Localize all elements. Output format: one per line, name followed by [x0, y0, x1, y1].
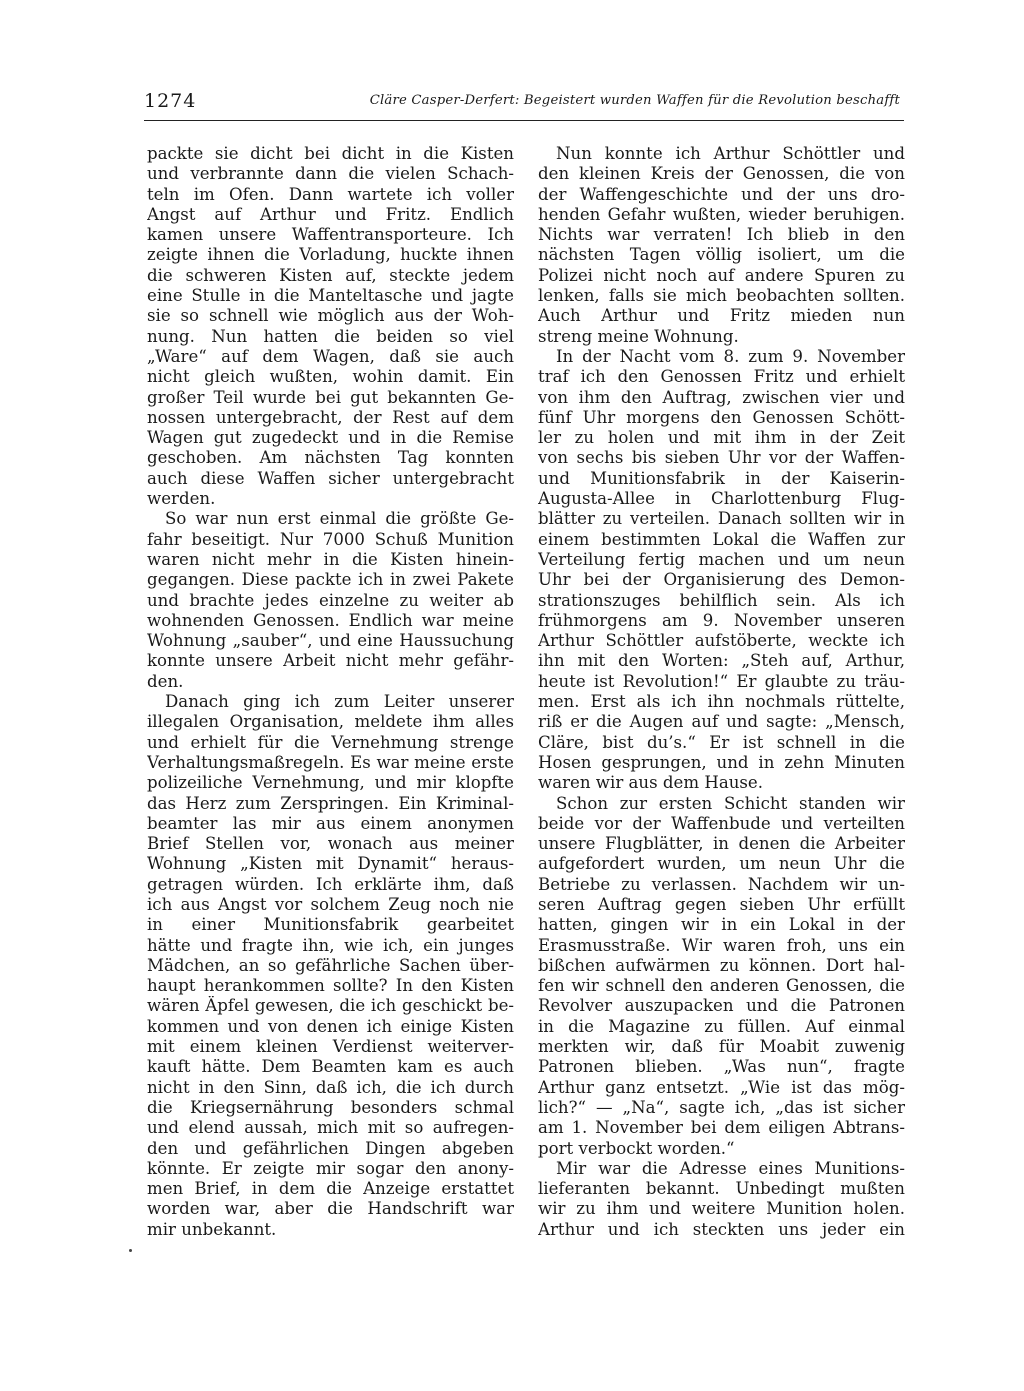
text-line: nicht gleich wußten, wohin damit. Ein — [147, 367, 514, 387]
text-line: die schweren Kisten auf, steckte jedem — [147, 265, 514, 285]
header-rule — [144, 120, 904, 121]
text-line: illegalen Organisation, meldete ihm alles — [147, 712, 514, 732]
text-line: werden. — [147, 489, 216, 509]
text-line: port verbockt worden.“ — [538, 1138, 735, 1158]
text-line: könnte. Er zeigte mir sogar den anony- — [147, 1158, 514, 1178]
text-line: die Kriegsernährung besonders schmal — [147, 1097, 514, 1117]
text-line: geschoben. Am nächsten Tag konnten — [147, 448, 514, 468]
text-line: den und gefährlichen Dingen abgeben — [147, 1138, 514, 1158]
text-line: den. — [147, 671, 184, 691]
text-line: konnte unsere Arbeit nicht mehr gefähr- — [147, 651, 514, 671]
text-line: Arthur ganz entsetzt. „Wie ist das mög- — [538, 1077, 905, 1097]
text-line: seren Auftrag gegen sieben Uhr erfüllt — [538, 894, 905, 914]
text-line: worden war, aber die Handschrift war — [147, 1199, 514, 1219]
text-line: unsere Flugblätter, in denen die Arbeiter — [538, 834, 905, 854]
text-line: Erasmusstraße. Wir waren froh, uns ein — [538, 935, 905, 955]
text-line: großer Teil wurde bei gut bekannten Ge- — [147, 387, 514, 407]
text-line: Danach ging ich zum Leiter unserer — [165, 692, 514, 712]
text-line: eine Stulle in die Manteltasche und jagte — [147, 286, 514, 306]
text-line: beide vor der Waffenbude und verteilten — [538, 813, 905, 833]
text-line: So war nun erst einmal die größte Ge- — [165, 509, 514, 529]
text-line: heute ist Revolution!“ Er glaubte zu träu- — [538, 671, 905, 691]
text-line: nicht in den Sinn, daß ich, die ich durch — [147, 1077, 514, 1097]
text-line: und elend aussah, mich mit so aufregen- — [147, 1118, 514, 1138]
running-head: Cläre Casper-Derfert: Begeistert wurden Waffen für die Revolution beschafft — [369, 93, 900, 108]
text-line: bißchen aufwärmen zu können. Dort hal- — [538, 955, 905, 975]
text-line: fünf Uhr morgens den Genossen Schött- — [538, 407, 905, 427]
text-line: und Munitionsfabrik in der Kaiserin- — [538, 468, 905, 488]
text-line: waren nicht mehr in die Kisten hinein- — [147, 549, 514, 569]
text-line: zeigte ihnen die Vorladung, huckte ihnen — [147, 245, 514, 265]
text-line: wohnenden Genossen. Endlich war meine — [147, 610, 514, 630]
text-line: Arthur und ich steckten uns jeder ein — [538, 1219, 905, 1239]
text-line: ihn mit den Worten: „Steh auf, Arthur, — [538, 651, 905, 671]
text-line: einem bestimmten Lokal die Waffen zur — [538, 529, 905, 549]
text-line: aufgefordert wurden, um neun Uhr die — [538, 854, 905, 874]
text-line: gegangen. Diese packte ich in zwei Pakete — [147, 570, 514, 590]
right-column — [538, 144, 905, 1240]
text-line: strationszuges behilflich sein. Als ich — [538, 590, 905, 610]
text-line: men Brief, in dem die Anzeige erstattet — [147, 1179, 514, 1199]
text-line: packte sie dicht bei dicht in die Kisten — [147, 144, 514, 163]
text-line: „Ware“ auf dem Wagen, daß sie auch — [147, 346, 514, 366]
text-line: in die Magazine zu füllen. Auf einmal — [538, 1016, 905, 1036]
text-line: am 1. November bei dem eiligen Abtrans- — [538, 1118, 905, 1138]
text-line: Betriebe zu verlassen. Nachdem wir un- — [538, 874, 905, 894]
text-line: In der Nacht vom 8. zum 9. November — [556, 346, 905, 366]
text-line: sie so schnell wie möglich aus der Woh- — [147, 306, 514, 326]
text-line: Mir war die Adresse eines Munitions- — [556, 1158, 905, 1178]
text-line: Revolver auszupacken und die Patronen — [538, 996, 905, 1016]
text-line: und brachte jedes einzelne zu weiter ab — [147, 590, 514, 610]
text-line: und erhielt für die Vernehmung strenge — [147, 732, 514, 752]
text-line: Wohnung „sauber“, und eine Haussuchung — [147, 631, 514, 651]
text-line: Nun konnte ich Arthur Schöttler und — [556, 144, 905, 163]
text-line: wir zu ihm und weitere Munition holen. — [538, 1199, 905, 1219]
text-line: hätte und fragte ihn, wie ich, ein junges — [147, 935, 514, 955]
text-line: Cläre, bist du’s.“ Er ist schnell in die — [538, 732, 905, 752]
text-line: kauft hätte. Dem Beamten kam es auch — [147, 1057, 514, 1077]
text-line: von ihm den Auftrag, zwischen vier und — [538, 387, 905, 407]
text-line: Brief Stellen vor, wonach aus meiner — [147, 834, 514, 854]
text-line: Verteilung fertig machen und um neun — [538, 549, 905, 569]
text-line: den kleinen Kreis der Genossen, die von — [538, 164, 905, 184]
text-line: Wohnung „Kisten mit Dynamit“ heraus- — [147, 854, 514, 874]
text-line: Schon zur ersten Schicht standen wir — [556, 793, 905, 813]
text-line: nossen untergebracht, der Rest auf dem — [147, 407, 514, 427]
text-line: teln im Ofen. Dann wartete ich voller — [147, 184, 514, 204]
text-line: merkten wir, daß für Moabit zuwenig — [538, 1037, 905, 1057]
text-line: auch diese Waffen sicher untergebracht — [147, 468, 514, 488]
text-line: polizeiliche Vernehmung, und mir klopfte — [147, 773, 514, 793]
text-line: beamter las mir aus einem anonymen — [147, 813, 514, 833]
text-line: waren wir aus dem Hause. — [538, 773, 764, 793]
text-line: kamen unsere Waffentransporteure. Ich — [147, 225, 514, 245]
text-line: in einer Munitionsfabrik gearbeitet — [147, 915, 514, 935]
text-line: und verbrannte dann die vielen Schach- — [147, 164, 514, 184]
text-line: lieferanten bekannt. Unbedingt mußten — [538, 1179, 905, 1199]
text-line: traf ich den Genossen Fritz und erhielt — [538, 367, 905, 387]
text-line: lenken, falls sie mich beobachten sollten. — [538, 286, 905, 306]
text-line: Uhr bei der Organisierung des Demon- — [538, 570, 905, 590]
text-line: blätter zu verteilen. Danach sollten wir in — [538, 509, 905, 529]
text-line: streng meine Wohnung. — [538, 326, 739, 346]
text-line: von sechs bis sieben Uhr vor der Waffen- — [538, 448, 905, 468]
page-number: 1274 — [144, 90, 197, 112]
text-line: Patronen blieben. „Was nun“, fragte — [538, 1057, 905, 1077]
text-line: henden Gefahr wußten, wieder beruhigen. — [538, 204, 905, 224]
text-line: Augusta-Allee in Charlottenburg Flug- — [538, 489, 905, 509]
left-column — [147, 144, 514, 1240]
text-line: Polizei nicht noch auf andere Spuren zu — [538, 265, 905, 285]
text-line: Wagen gut zugedeckt und in die Remise — [147, 428, 514, 448]
text-line: ich aus Angst vor solchem Zeug noch nie — [147, 894, 514, 914]
text-line: frühmorgens am 9. November unseren — [538, 610, 905, 630]
text-line: Verhaltungsmaßregeln. Es war meine erste — [147, 752, 514, 772]
text-line: haupt herankommen sollte? In den Kisten — [147, 976, 514, 996]
text-line: kommen und von denen ich einige Kisten — [147, 1016, 514, 1036]
text-line: Auch Arthur und Fritz mieden nun — [538, 306, 905, 326]
text-line: Mädchen, an so gefährliche Sachen über- — [147, 955, 514, 975]
text-line: der Waffengeschichte und der uns dro- — [538, 184, 905, 204]
text-line: mit einem kleinen Verdienst weiterver- — [147, 1037, 514, 1057]
text-line: Nichts war verraten! Ich blieb in den — [538, 225, 905, 245]
text-line: nächsten Tagen völlig isoliert, um die — [538, 245, 905, 265]
text-line: mir unbekannt. — [147, 1219, 277, 1239]
text-line: fahr beseitigt. Nur 7000 Schuß Munition — [147, 529, 514, 549]
text-line: Hosen gesprungen, und in zehn Minuten — [538, 752, 905, 772]
text-line: Arthur Schöttler aufstöberte, weckte ich — [538, 631, 905, 651]
print-speck — [129, 1249, 132, 1252]
text-line: das Herz zum Zerspringen. Ein Kriminal- — [147, 793, 514, 813]
text-line: nung. Nun hatten die beiden so viel — [147, 326, 514, 346]
text-line: ler zu holen und mit ihm in der Zeit — [538, 428, 905, 448]
text-line: fen wir schnell den anderen Genossen, die — [538, 976, 905, 996]
text-line: men. Erst als ich ihn nochmals rüttelte, — [538, 692, 905, 712]
text-line: getragen würden. Ich erklärte ihm, daß — [147, 874, 514, 894]
text-line: hatten, gingen wir in ein Lokal in der — [538, 915, 905, 935]
text-line: Angst auf Arthur und Fritz. Endlich — [147, 204, 514, 224]
text-line: riß er die Augen auf und sagte: „Mensch, — [538, 712, 905, 732]
text-line: wären Äpfel gewesen, die ich geschickt be- — [147, 996, 514, 1016]
text-line: lich?“ — „Na“, sagte ich, „das ist sicher — [538, 1097, 905, 1117]
page-header — [144, 88, 900, 118]
